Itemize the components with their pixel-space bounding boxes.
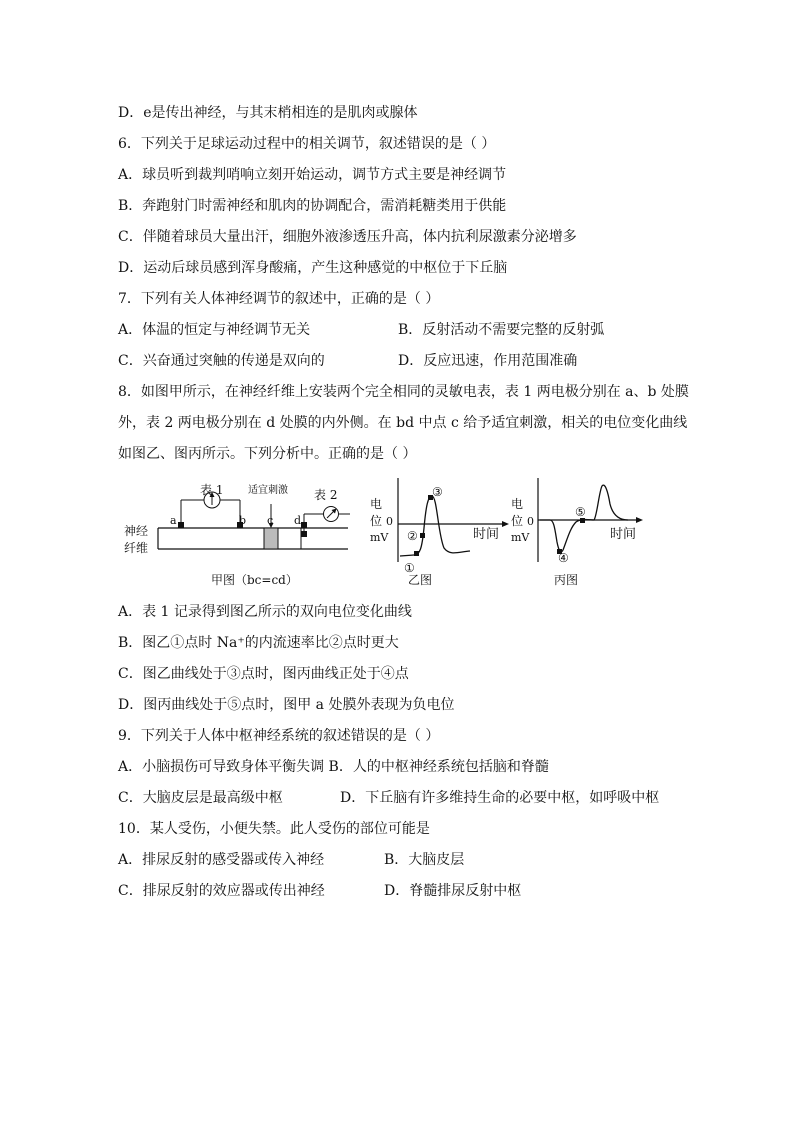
figure-jia — [124, 483, 350, 587]
bing-point-4: ④ — [558, 551, 569, 565]
bing-point-5: ⑤ — [575, 505, 586, 519]
yi-ylabel-1: 电 — [370, 497, 383, 511]
bing-ylabel-1: 电 — [511, 497, 524, 511]
electrode-d-outer — [301, 522, 307, 528]
option-9d: D．下丘脑有许多维持生命的必要中枢，如呼吸中枢 — [340, 790, 660, 806]
option-6d: D．运动后球员感到浑身酸痛，产生这种感觉的中枢位于下丘脑 — [118, 260, 508, 276]
yi-xlabel: 时间 — [473, 527, 500, 542]
question-8-line-3: 如图乙、图丙所示。下列分析中。正确的是（ ） — [118, 446, 417, 462]
figure-bing — [511, 478, 643, 587]
option-7d: D．反应迅速，作用范围准确 — [398, 353, 578, 369]
yi-ylabel-2: 位 — [370, 514, 383, 528]
option-8b: B．图乙①点时 Na⁺的内流速率比②点时更大 — [118, 635, 399, 651]
yi-point-1: ① — [404, 561, 415, 575]
option-10a: A．排尿反射的感受器或传入神经 — [118, 852, 325, 868]
question-8-line-1: 8．如图甲所示，在神经纤维上安装两个完全相同的灵敏电表，表 1 两电极分别在 a、b 处膜 — [118, 384, 689, 400]
point-d-label: d — [294, 514, 302, 527]
option-10b: B．大脑皮层 — [384, 852, 465, 868]
bing-xlabel: 时间 — [610, 527, 637, 542]
yi-potential-curve — [400, 496, 470, 556]
point-c-label: c — [267, 514, 274, 527]
figure-jia-caption: 甲图（bc=cd） — [211, 573, 298, 587]
yi-point-2: ② — [407, 529, 418, 543]
option-6c: C．伴随着球员大量出汗，细胞外液渗透压升高，体内抗利尿激素分泌增多 — [118, 229, 577, 245]
point-a-label: a — [170, 514, 177, 527]
question-10: 10．某人受伤，小便失禁。此人受伤的部位可能是 — [118, 821, 430, 837]
option-9ab: A．小脑损伤可导致身体平衡失调 B．人的中枢神经系统包括脑和脊髓 — [118, 759, 549, 775]
option-8c: C．图乙曲线处于③点时，图丙曲线正处于④点 — [118, 666, 409, 682]
question-6: 6．下列关于足球运动过程中的相关调节，叙述错误的是（ ） — [118, 136, 496, 152]
option-8d: D．图丙曲线处于⑤点时，图甲 a 处膜外表现为负电位 — [118, 697, 455, 713]
figure-yi — [370, 478, 509, 587]
meter-2-label: 表 2 — [314, 488, 338, 502]
figure-yi-caption: 乙图 — [408, 573, 433, 587]
option-10d: D．脊髓排尿反射中枢 — [384, 883, 522, 899]
figure-bing-caption: 丙图 — [554, 573, 579, 587]
fiber-label-1: 神经 — [124, 524, 149, 538]
point-b-label: b — [239, 514, 247, 527]
option-10c: C．排尿反射的效应器或传出神经 — [118, 883, 325, 899]
stimulus-site — [264, 528, 278, 549]
option-6a: A．球员听到裁判哨响立刻开始运动，调节方式主要是神经调节 — [118, 167, 507, 183]
electrode-d-inner — [301, 531, 307, 537]
bing-ylabel-2: 位 — [511, 514, 524, 528]
stimulus-label: 适宜刺激 — [248, 485, 288, 496]
option-5d: D．e是传出神经，与其末梢相连的是肌肉或腺体 — [118, 105, 418, 121]
option-8a: A．表 1 记录得到图乙所示的双向电位变化曲线 — [118, 604, 412, 620]
fiber-label-2: 纤维 — [124, 541, 149, 555]
option-7b: B．反射活动不需要完整的反射弧 — [398, 322, 605, 338]
yi-point-3: ③ — [432, 485, 443, 499]
option-6b: B．奔跑射门时需神经和肌肉的协调配合，需消耗糖类用于供能 — [118, 198, 507, 214]
option-7a: A．体温的恒定与神经调节无关 — [118, 322, 311, 338]
question-8-figure — [118, 478, 658, 590]
meter-1-label: 表 1 — [200, 483, 224, 497]
bing-zero: 0 — [527, 515, 534, 528]
bing-ylabel-3: mV — [511, 531, 530, 544]
question-9: 9．下列关于人体中枢神经系统的叙述错误的是（ ） — [118, 728, 440, 744]
question-7: 7．下列有关人体神经调节的叙述中，正确的是（ ） — [118, 291, 440, 307]
electrode-a — [178, 522, 184, 528]
yi-ylabel-3: mV — [370, 531, 389, 544]
question-8-line-2: 外，表 2 两电极分别在 d 处膜的内外侧。在 bd 中点 c 给予适宜刺激，相关的电位变化曲线 — [118, 415, 688, 431]
option-9c: C．大脑皮层是最高级中枢 — [118, 790, 283, 806]
yi-zero: 0 — [386, 515, 393, 528]
option-7c: C．兴奋通过突触的传递是双向的 — [118, 353, 325, 369]
